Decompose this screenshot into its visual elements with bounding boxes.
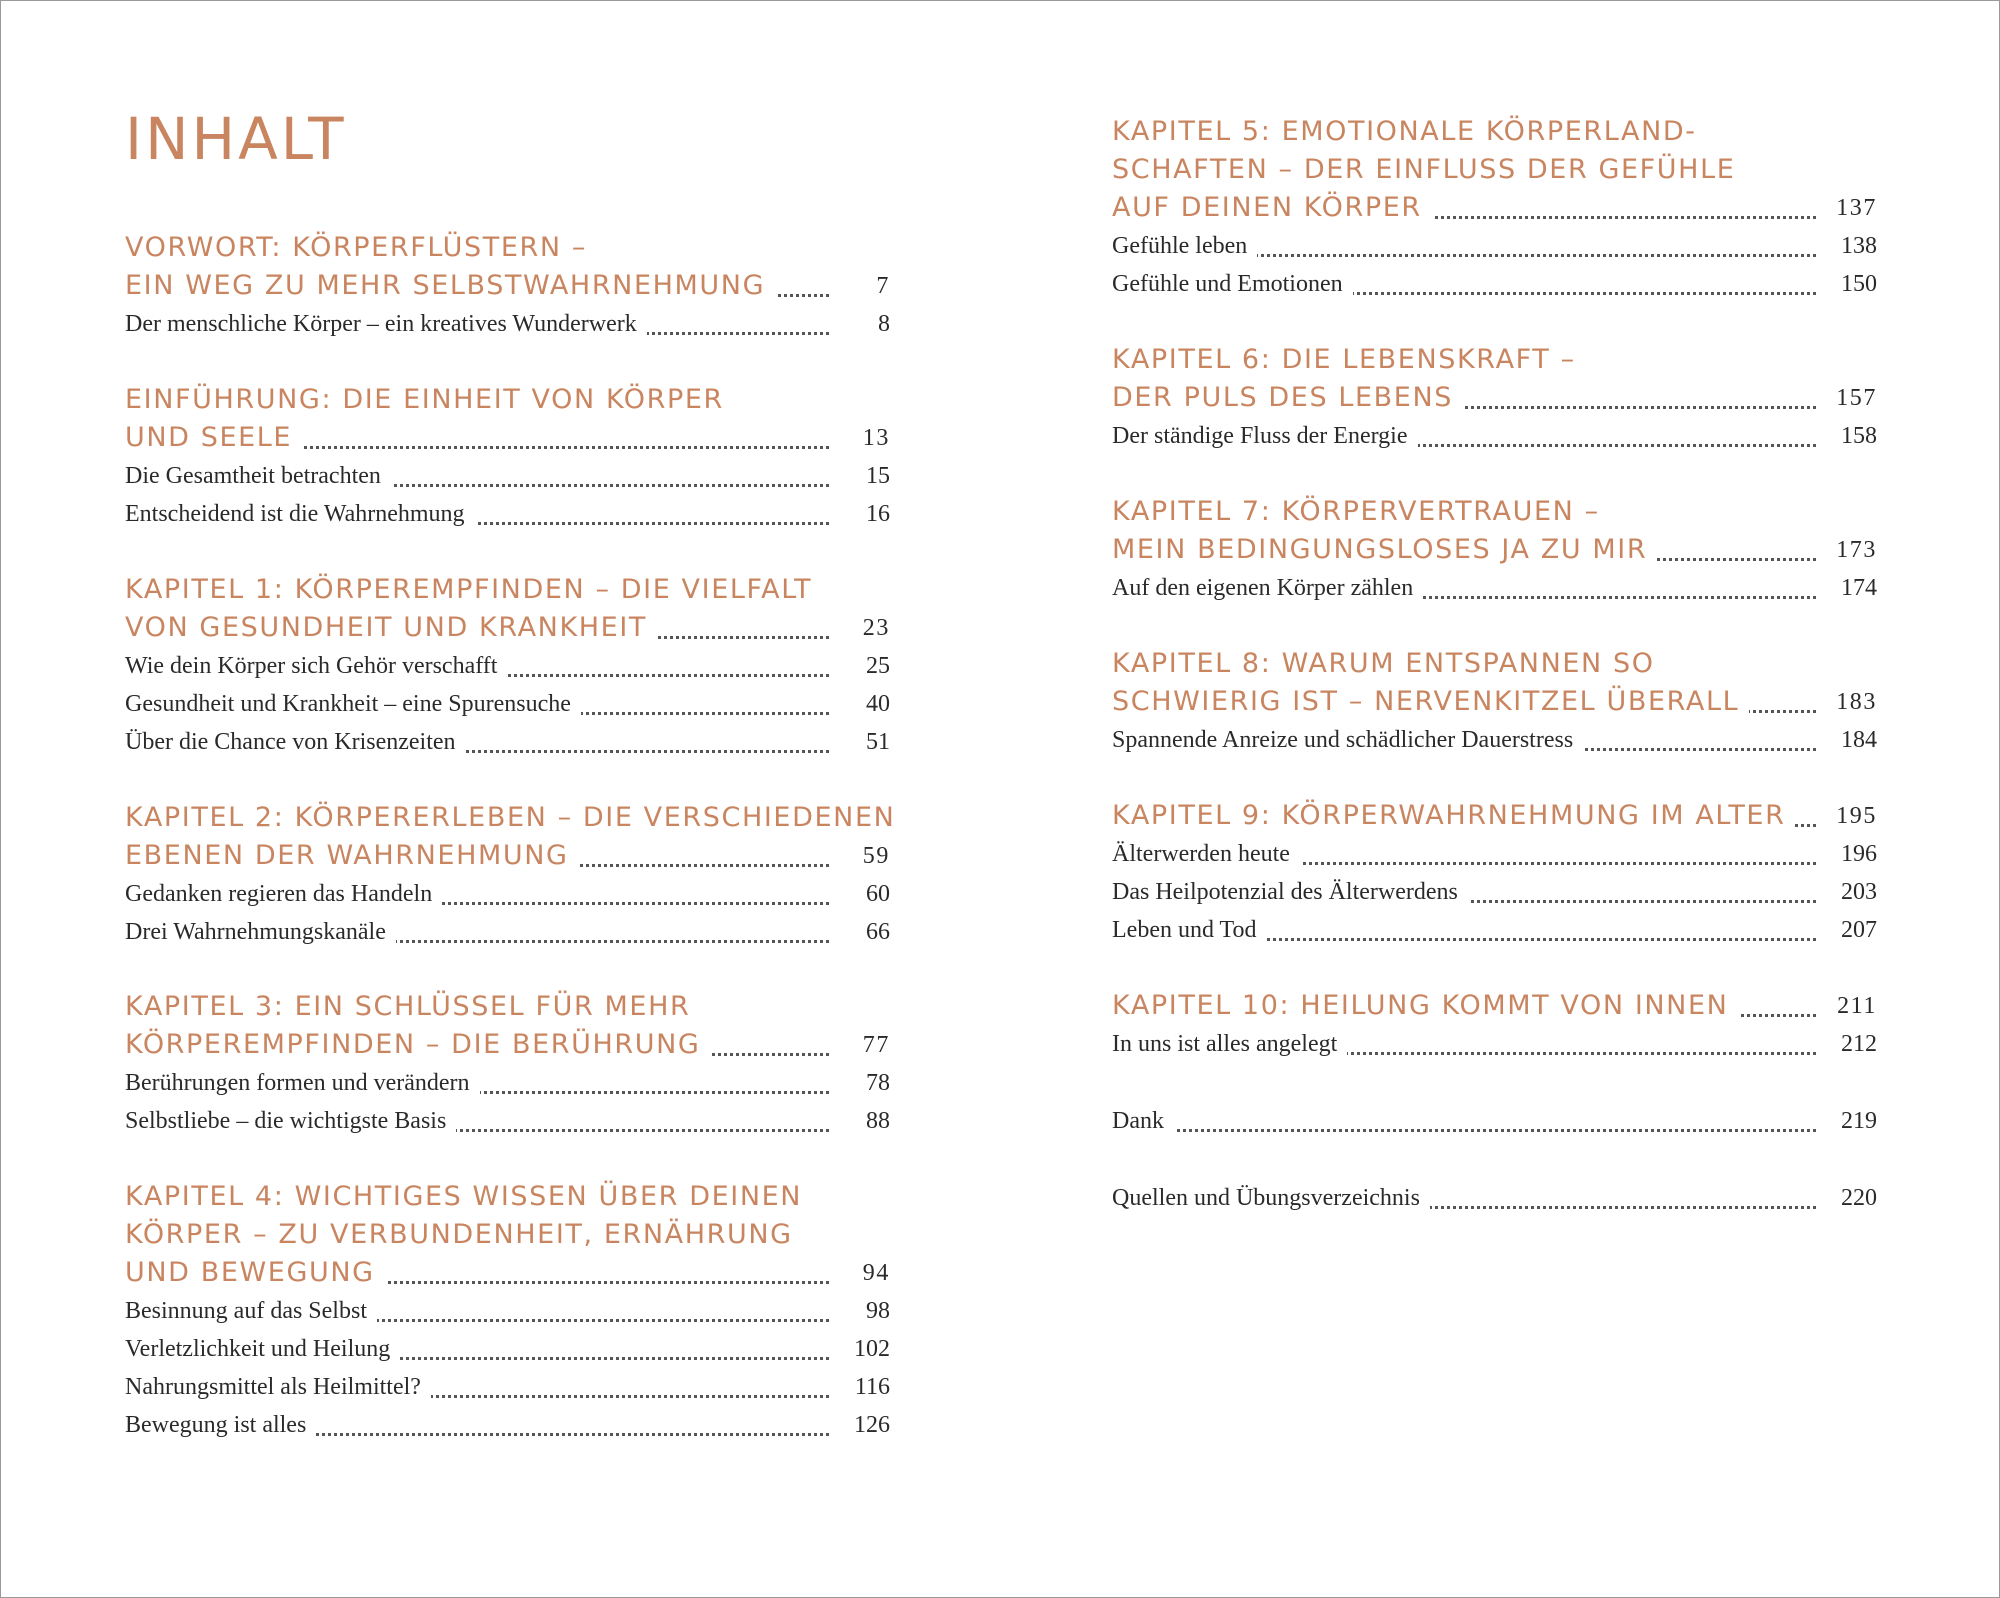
entry-label: Auf den eigenen Körper zählen: [1112, 569, 1423, 607]
page-number: 219: [1841, 1108, 1877, 1134]
chapter-title-line[interactable]: [1112, 645, 1877, 683]
entry-label: Verletzlichkeit und Heilung: [125, 1330, 400, 1368]
toc-section: [1112, 1179, 1877, 1217]
toc-entry[interactable]: [125, 913, 890, 951]
entry-label: Bewegung ist alles: [125, 1406, 316, 1444]
chapter-title-line[interactable]: [1112, 797, 1877, 835]
page-number: 98: [866, 1298, 890, 1324]
leader-row: [1112, 227, 1816, 265]
page-number: 173: [1836, 537, 1877, 563]
chapter-title-line[interactable]: [1112, 987, 1877, 1025]
chapter-title-line[interactable]: [125, 988, 890, 1026]
chapter-title-text: KAPITEL 6: DIE LEBENSKRAFT –: [1112, 344, 1576, 375]
leader-row: [125, 1406, 829, 1444]
toc-entry[interactable]: [125, 457, 890, 495]
chapter-title-text: KAPITEL 1: KÖRPEREMPFINDEN – DIE VIELFALT: [125, 574, 813, 605]
page-number: 195: [1836, 803, 1877, 829]
leader-row: [125, 723, 829, 761]
leader-row: [1112, 1102, 1816, 1140]
page-number: 66: [866, 919, 890, 945]
entry-label: Der ständige Fluss der Energie: [1112, 417, 1418, 455]
page-number: 116: [854, 1374, 890, 1400]
page-number: 157: [1836, 385, 1877, 411]
chapter-title-line[interactable]: [1112, 341, 1877, 379]
entry-label: Das Heilpotenzial des Älterwerdens: [1112, 873, 1468, 911]
chapter-title-line[interactable]: [1112, 379, 1877, 417]
page-number: 7: [876, 273, 890, 299]
page-number: 174: [1841, 575, 1877, 601]
entry-label: Die Gesamtheit betrachten: [125, 457, 391, 495]
leader-row: [125, 419, 829, 457]
chapter-title-text: KAPITEL 7: KÖRPERVERTRAUEN –: [1112, 496, 1600, 527]
page-number: 8: [878, 311, 890, 337]
chapter-title-text: KÖRPEREMPFINDEN – DIE BERÜHRUNG: [125, 1026, 710, 1064]
chapter-title-text: KÖRPER – ZU VERBUNDENHEIT, ERNÄHRUNG: [125, 1219, 793, 1250]
chapter-title-text: UND BEWEGUNG: [125, 1254, 385, 1292]
leader-row: [125, 305, 829, 343]
page-number: 13: [862, 425, 890, 451]
chapter-title-line[interactable]: [125, 1178, 890, 1216]
chapter-title-text: KAPITEL 10: HEILUNG KOMMT VON INNEN: [1112, 987, 1738, 1025]
page-number: 138: [1841, 233, 1877, 259]
leader-row: [125, 875, 829, 913]
chapter-title-line[interactable]: [125, 229, 890, 267]
chapter-title-line[interactable]: [125, 609, 890, 647]
chapter-title-line[interactable]: [1112, 531, 1877, 569]
leader-row: [1112, 683, 1816, 721]
toc-entry[interactable]: [1112, 721, 1877, 759]
toc-section: [1112, 1102, 1877, 1140]
page-title: INHALT: [125, 105, 347, 173]
toc-section: [1112, 113, 1877, 303]
chapter-title-line[interactable]: [125, 1216, 890, 1254]
chapter-title-line[interactable]: [125, 837, 890, 875]
entry-label: Über die Chance von Krisenzeiten: [125, 723, 466, 761]
toc-entry[interactable]: [125, 685, 890, 723]
chapter-title-line[interactable]: [125, 419, 890, 457]
entry-label: Leben und Tod: [1112, 911, 1267, 949]
leader-row: [125, 267, 829, 305]
chapter-title-text: KAPITEL 9: KÖRPERWAHRNEHMUNG IM ALTER: [1112, 797, 1795, 835]
toc-section: [1112, 341, 1877, 455]
toc-entry[interactable]: [1112, 873, 1877, 911]
chapter-title-text: VORWORT: KÖRPERFLÜSTERN –: [125, 232, 587, 263]
toc-section: [125, 381, 890, 533]
leader-row: [1112, 417, 1816, 455]
page-number: 212: [1841, 1031, 1877, 1057]
leader-row: [1112, 379, 1816, 417]
toc-entry[interactable]: [1112, 569, 1877, 607]
toc-entry[interactable]: [125, 1292, 890, 1330]
chapter-title-text: EINFÜHRUNG: DIE EINHEIT VON KÖRPER: [125, 384, 724, 415]
page-number: 150: [1841, 271, 1877, 297]
page-number: 59: [862, 843, 890, 869]
entry-label: Entscheidend ist die Wahrnehmung: [125, 495, 475, 533]
page-number: 88: [866, 1108, 890, 1134]
page-number: 211: [1837, 993, 1877, 1019]
page-number: 184: [1841, 727, 1877, 753]
chapter-title-text: AUF DEINEN KÖRPER: [1112, 189, 1432, 227]
toc-entry[interactable]: [125, 1368, 890, 1406]
toc-entry[interactable]: [125, 495, 890, 533]
page-number: 220: [1841, 1185, 1877, 1211]
page-number: 203: [1841, 879, 1877, 905]
page-number: 78: [866, 1070, 890, 1096]
page-number: 102: [854, 1336, 890, 1362]
toc-entry[interactable]: [125, 305, 890, 343]
leader-row: [125, 609, 829, 647]
entry-label: Quellen und Übungsverzeichnis: [1112, 1179, 1430, 1217]
toc-section: [1112, 987, 1877, 1063]
chapter-title-line[interactable]: [1112, 683, 1877, 721]
toc-section: [125, 1178, 890, 1444]
toc-entry[interactable]: [1112, 911, 1877, 949]
toc-entry[interactable]: [125, 1406, 890, 1444]
chapter-title-line[interactable]: [125, 571, 890, 609]
toc-entry[interactable]: [125, 647, 890, 685]
leader-row: [125, 647, 829, 685]
chapter-title-text: KAPITEL 5: EMOTIONALE KÖRPERLAND-: [1112, 116, 1697, 147]
chapter-title-text: KAPITEL 3: EIN SCHLÜSSEL FÜR MEHR: [125, 991, 691, 1022]
entry-label: Spannende Anreize und schädlicher Dauerstress: [1112, 721, 1583, 759]
chapter-title-line[interactable]: [1112, 113, 1877, 151]
entry-label: Wie dein Körper sich Gehör verschafft: [125, 647, 507, 685]
toc-entry[interactable]: [125, 1064, 890, 1102]
entry-label: Drei Wahrnehmungskanäle: [125, 913, 396, 951]
page-number: 126: [854, 1412, 890, 1438]
toc-entry[interactable]: [1112, 835, 1877, 873]
chapter-title-line[interactable]: [1112, 151, 1877, 189]
page-number: 183: [1836, 689, 1877, 715]
toc-section: [1112, 493, 1877, 607]
toc-entry[interactable]: [125, 1330, 890, 1368]
chapter-title-text: SCHWIERIG IST – NERVENKITZEL ÜBERALL: [1112, 683, 1749, 721]
leader-row: [125, 1102, 829, 1140]
page-number: 40: [866, 691, 890, 717]
leader-row: [1112, 721, 1816, 759]
entry-label: Der menschliche Körper – ein kreatives Wunderwerk: [125, 305, 647, 343]
leader-row: [125, 837, 829, 875]
entry-label: Selbstliebe – die wichtigste Basis: [125, 1102, 456, 1140]
leader-row: [125, 685, 829, 723]
leader-row: [1112, 531, 1816, 569]
leader-row: [1112, 1179, 1816, 1217]
chapter-title-line[interactable]: [125, 267, 890, 305]
entry-label: Dank: [1112, 1102, 1174, 1140]
leader-row: [1112, 835, 1816, 873]
chapter-title-text: VON GESUNDHEIT UND KRANKHEIT: [125, 609, 657, 647]
toc-section: [125, 988, 890, 1140]
chapter-title-line[interactable]: [1112, 493, 1877, 531]
page-number: 94: [862, 1260, 890, 1286]
entry-label: Gesundheit und Krankheit – eine Spurensuche: [125, 685, 581, 723]
toc-entry[interactable]: [1112, 265, 1877, 303]
leader-row: [1112, 1025, 1816, 1063]
toc-section: [125, 799, 896, 951]
toc-entry[interactable]: [1112, 1179, 1877, 1217]
toc-entry[interactable]: [1112, 227, 1877, 265]
leader-row: [125, 913, 829, 951]
page-number: 77: [862, 1032, 890, 1058]
leader-row: [1112, 911, 1816, 949]
leader-dots: [1112, 1129, 1816, 1132]
chapter-title-text: EIN WEG ZU MEHR SELBSTWAHRNEHMUNG: [125, 267, 775, 305]
page-number: 207: [1841, 917, 1877, 943]
entry-label: Berührungen formen und verändern: [125, 1064, 480, 1102]
entry-label: In uns ist alles angelegt: [1112, 1025, 1347, 1063]
page-number: 196: [1841, 841, 1877, 867]
leader-row: [1112, 987, 1816, 1025]
toc-entry[interactable]: [1112, 417, 1877, 455]
leader-row: [125, 1292, 829, 1330]
chapter-title-text: KAPITEL 4: WICHTIGES WISSEN ÜBER DEINEN: [125, 1181, 803, 1212]
page-number: 23: [862, 615, 890, 641]
chapter-title-text: MEIN BEDINGUNGSLOSES JA ZU MIR: [1112, 531, 1657, 569]
toc-entry[interactable]: [125, 875, 890, 913]
toc-section: [1112, 645, 1877, 759]
chapter-title-text: EBENEN DER WAHRNEHMUNG: [125, 837, 579, 875]
chapter-title-line[interactable]: [125, 1254, 890, 1292]
leader-row: [1112, 569, 1816, 607]
chapter-title-line[interactable]: [125, 1026, 890, 1064]
entry-label: Gedanken regieren das Handeln: [125, 875, 442, 913]
chapter-title-text: SCHAFTEN – DER EINFLUSS DER GEFÜHLE: [1112, 154, 1736, 185]
chapter-title-line[interactable]: [125, 799, 896, 837]
leader-row: [125, 1368, 829, 1406]
toc-entry[interactable]: [125, 1102, 890, 1140]
chapter-title-line[interactable]: [125, 381, 890, 419]
toc-section: [125, 571, 890, 761]
toc-entry[interactable]: [1112, 1102, 1877, 1140]
chapter-title-text: KAPITEL 8: WARUM ENTSPANNEN SO: [1112, 648, 1655, 679]
entry-label: Gefühle und Emotionen: [1112, 265, 1353, 303]
chapter-title-line[interactable]: [1112, 189, 1877, 227]
entry-label: Älterwerden heute: [1112, 835, 1300, 873]
page-number: 15: [866, 463, 890, 489]
page-number: 16: [866, 501, 890, 527]
leader-row: [1112, 797, 1816, 835]
entry-label: Besinnung auf das Selbst: [125, 1292, 377, 1330]
chapter-title-text: KAPITEL 2: KÖRPERERLEBEN – DIE VERSCHIEDENEN: [125, 802, 896, 833]
page-number: 60: [866, 881, 890, 907]
leader-row: [125, 457, 829, 495]
entry-label: Nahrungsmittel als Heilmittel?: [125, 1368, 431, 1406]
leader-row: [125, 1064, 829, 1102]
page-number: 51: [866, 729, 890, 755]
leader-row: [125, 1254, 829, 1292]
leader-row: [1112, 189, 1816, 227]
page-number: 158: [1841, 423, 1877, 449]
toc-section: [125, 229, 890, 343]
chapter-title-text: UND SEELE: [125, 419, 302, 457]
page-number: 137: [1836, 195, 1877, 221]
toc-entry[interactable]: [1112, 1025, 1877, 1063]
leader-row: [125, 1330, 829, 1368]
toc-section: [1112, 797, 1877, 949]
page-number: 25: [866, 653, 890, 679]
leader-row: [1112, 265, 1816, 303]
toc-entry[interactable]: [125, 723, 890, 761]
leader-row: [125, 495, 829, 533]
entry-label: Gefühle leben: [1112, 227, 1257, 265]
leader-row: [1112, 873, 1816, 911]
leader-row: [125, 1026, 829, 1064]
chapter-title-text: DER PULS DES LEBENS: [1112, 379, 1463, 417]
